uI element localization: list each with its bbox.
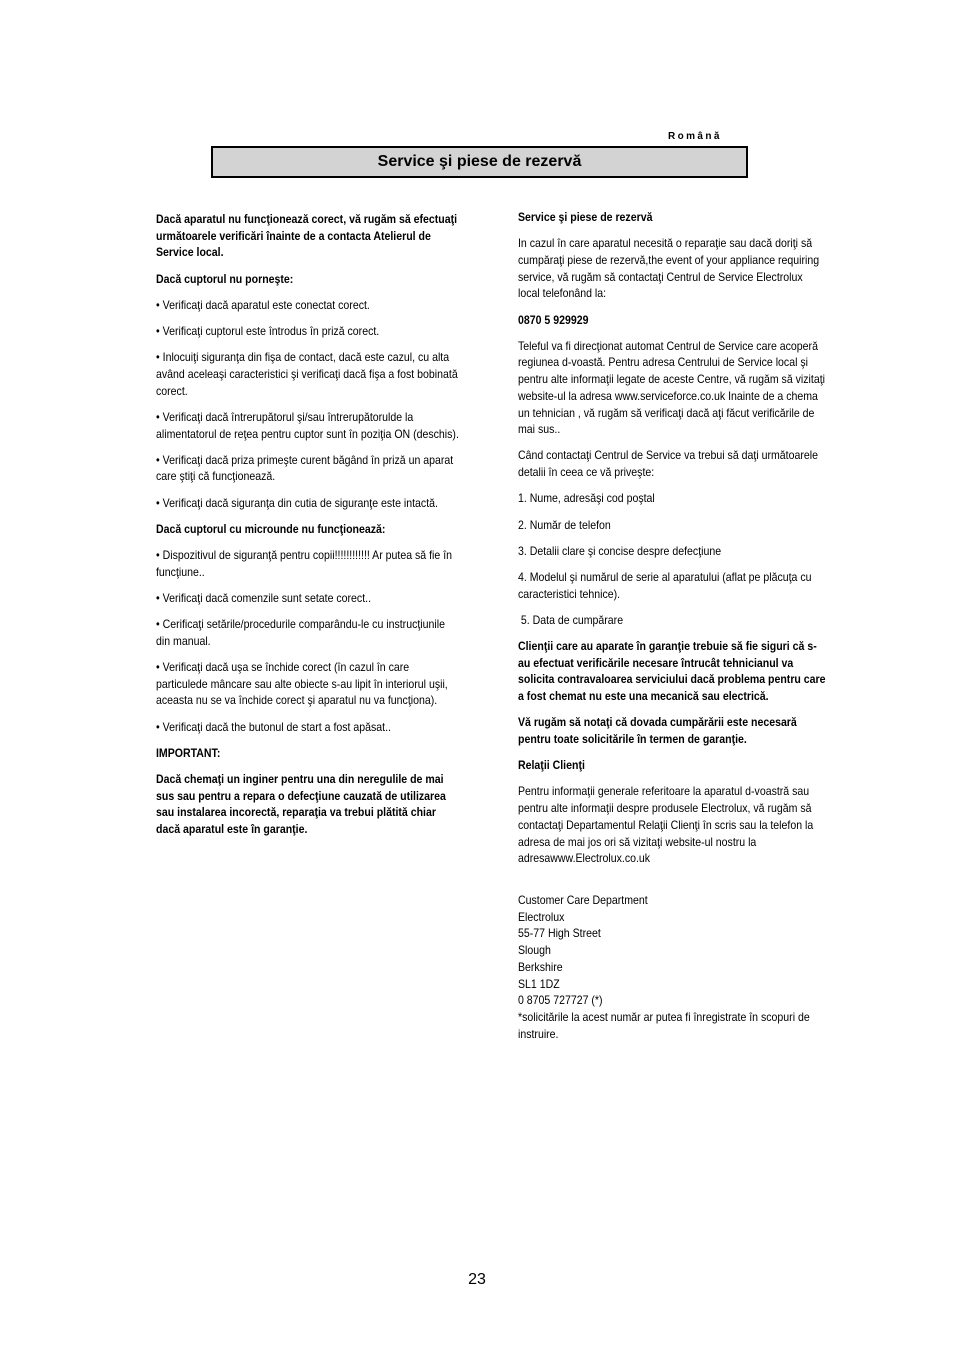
proof-of-purchase-notice: Vă rugăm să notaţi că dovada cumpărării este necesară pentru toate solicitările în termen de garanţie. — [518, 715, 797, 747]
detail-item: 4. Modelul şi numărul de serie al aparatului (aflat pe plăcuţa cu caracteristici tehnice). — [518, 569, 812, 601]
detail-item: 5. Data de cumpărare — [518, 612, 624, 627]
customer-relations-paragraph: Pentru informaţii generale referitoare la aparatul d-voastră sau pentru alte informaţii despre produsele Electrolux, vă rugăm să contactaţi Departamentul Relaţii Clienţi în scris sau la telefon la adresa de mai jos ori să vizitaţi website-ul nostru la adresawww.Electrolux.co.uk — [518, 784, 814, 866]
list-item: • Verificaţi dacă întrerupătorul şi/sau întrerupătorulde la alimentatorul de reţea pentru cuptor sunt în poziţia ON (deschis). — [156, 409, 459, 441]
list-item: • Verificaţi dacă priza primeşte curent băgând în priză un aparat care ştiţi că funcţionează. — [156, 452, 454, 484]
language-label: Română — [668, 131, 722, 142]
address-line: 55-77 High Street — [518, 926, 601, 941]
detail-item: 2. Număr de telefon — [518, 517, 611, 532]
address-line: Berkshire — [518, 959, 563, 974]
left-column — [156, 211, 460, 847]
important-text: Dacă chemaţi un inginer pentru una din neregulile de mai sus sau pentru a repara o defecţiune cauzată de utilizarea sau instalarea incorectă, reparaţia va trebui plătită chiar dacă aparatul este în garanţie. — [156, 772, 446, 837]
address-block — [518, 892, 826, 1009]
microwave-not-working-heading: Dacă cuptorul cu microunde nu funcţionează: — [156, 521, 386, 536]
list-item: • Verificaţi dacă comenzile sunt setate corect.. — [156, 590, 372, 605]
right-column — [518, 209, 826, 1052]
address-line: SL1 1DZ — [518, 976, 560, 991]
list-item: • Verificaţi cuptorul este întrodus în priză corect. — [156, 324, 380, 339]
service-phone: 0870 5 929929 — [518, 312, 589, 327]
intro-text: Dacă aparatul nu funcţionează corect, vă rugăm să efectuaţi următoarele verificări înainte de a contacta Atelierul de Service local. — [156, 212, 458, 260]
detail-item: 3. Detalii clare şi concise despre defecţiune — [518, 543, 722, 558]
list-item: • Verificaţi dacă siguranţa din cutia de siguranţe este intactă. — [156, 495, 438, 510]
service-paragraph: In cazul în care aparatul necesită o reparaţie sau dacă doriţi să cumpăraţi piese de rezervă,the event of your appliance requiring service, vă rugăm să contactaţi Centrul de Service Electrolux local telefonând la: — [518, 236, 820, 301]
important-label: IMPORTANT: — [156, 745, 221, 760]
list-item: • Inlocuiţi siguranţa din fişa de contact, dacă este cazul, cu alta având aceleaşi caracteristici şi verificaţi dacă fişa a fost bobinată corect. — [156, 350, 458, 398]
list-item: • Cerificaţi setările/procedurile comparându-le cu instrucţiunile din manual. — [156, 617, 445, 648]
oven-not-starting-heading: Dacă cuptorul nu porneşte: — [156, 271, 294, 286]
service-heading: Service şi piese de rezervă — [518, 210, 653, 224]
warranty-notice: Clienţii care au aparate în garanţie trebuie să fie siguri că s-au efectuat verificările necesare întrucât tehnicianul va solicita contravaloarea serviciului dacă problema pentru care a fost chemat nu este una mecanică sau electrică. — [518, 639, 826, 704]
list-item: • Verificaţi dacă aparatul este conectat corect. — [156, 297, 370, 312]
list-item: • Verificaţi dacă uşa se închide corect (în cazul în care particulede mâncare sau alte obiecte s-au lipit în interiorul uşii, aceasta nu se va închide corect şi aparatul nu va funcţiona). — [156, 660, 448, 708]
routing-paragraph: Teleful va fi direcţionat automat Centrul de Service care acoperă regiunea d-voastă. Pentru adresa Centrului de Service local şi pentru alte informaţii legate de aceste Centre, vă rugăm să vizitaţi website-ul la adresa www.serviceforce.co.uk Inainte de a chema un tehnician , vă rugăm să verificaţi dacă aţi făcut verificările de mai sus.. — [518, 338, 825, 437]
address-line: Slough — [518, 943, 551, 958]
customer-relations-heading: Relaţii Clienţi — [518, 758, 585, 773]
details-intro: Când contactaţi Centrul de Service va trebui să daţi următoarele detalii în ceea ce vă priveşte: — [518, 448, 818, 480]
address-line: 0 8705 727727 (*) — [518, 993, 603, 1008]
detail-item: 1. Nume, adresăşi cod poştal — [518, 491, 655, 506]
address-line: Customer Care Department — [518, 893, 648, 907]
address-line: Electrolux — [518, 909, 565, 924]
recording-footnote: *solicitările la acest număr ar putea fi înregistrate în scopuri de instruire. — [518, 1009, 810, 1041]
page-title: Service şi piese de rezervă — [211, 146, 748, 178]
list-item: • Dispozitivul de siguranţă pentru copii!!!!!!!!!!!! Ar putea să fie în funcţiune.. — [156, 548, 453, 579]
page-number: 23 — [468, 1271, 486, 1288]
list-item: • Verificaţi dacă the butonul de start a fost apăsat.. — [156, 719, 391, 734]
